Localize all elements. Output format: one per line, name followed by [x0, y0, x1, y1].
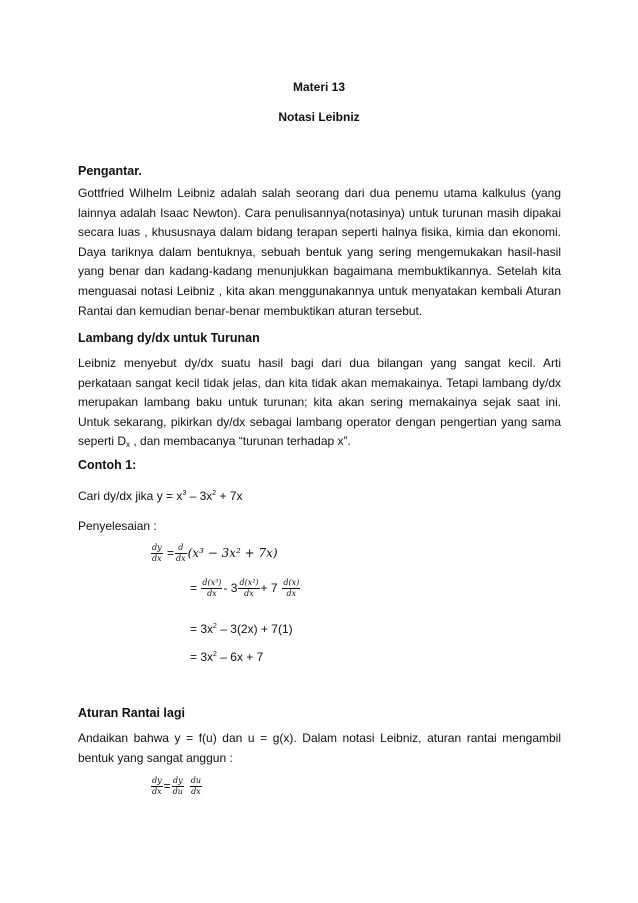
fraction-d-x: $\frac{d(x)}{dx}$ — [283, 578, 300, 598]
fraction-d-x2: $\frac{\text{d(x²)}}{dx}$ — [239, 578, 259, 598]
problem-prefix: Cari dy/dx jika y = x — [78, 489, 183, 503]
equation-step-3: = $3x^2 - 3(2x) + 7(1)$ — [190, 622, 293, 636]
example-problem — [78, 489, 243, 503]
lambang-text-after: , dan membacanya “turunan terhadap x”. — [130, 434, 351, 449]
problem-mid: – 3x — [186, 489, 213, 503]
fraction-du-dx: $\frac{du}{dx}$ — [190, 776, 202, 796]
page-title: Notasi Leibniz — [278, 110, 360, 124]
polynomial-expression: (x³ − 3x² + 7x) — [187, 546, 278, 560]
fraction-dy-dx-chain: $\frac{dy}{dx}$ — [152, 776, 162, 796]
fraction-dy-dx: $\frac{dy}{dx}$ — [152, 543, 162, 563]
solution-label: Penyelesaian : — [78, 519, 157, 533]
paragraph-pengantar: Gottfried Wilhelm Leibniz adalah salah seorang dari dua penemu utama kalkulus (yang lainnya adalah Isaac Newton). Cara penulisannya(notasinya) untuk turunan masih dipakai secara luas , khususnaya dalam bidang terapan seperti halnya fisika, kimia dan ekonomi. Daya tariknya dalam bentuknya, sebuah bentuk yang sering mengemukakan hasil-hasil yang benar dan kadang-kadang menunjukkan bagaimana membuktikannya. Setelah kita menguasai notasi Leibniz , kita akan menggunakannya untuk menyatakan kembali Aturan Rantai dan kemudian benar-benar membuktikan aturan tersebut. — [78, 186, 561, 318]
exponent-2: 2 — [212, 490, 217, 497]
lambang-text-before: Leibniz menyebut dy/dx suatu hasil bagi dari dua bilangan yang sangat kecil. Arti perkataan sangat kecil tidak jelas, dan kita tidak akan memakainya. Tetapi lambang dy/dx merupakan lambang baku untuk turunan; kita akan sering memakainya sejak saat ini. Untuk sekarang, pikirkan dy/dx sebagai lambang operator dengan pengertian yang sama seperti D — [78, 356, 561, 449]
equation-step-2: = $\frac{\text{d(x³)}}{dx}$ - 3 $\frac{\text{d(x²)}}{dx}$ + 7 $\frac{d(x)}{dx}$ — [190, 578, 300, 598]
problem-suffix: + 7x — [216, 489, 243, 503]
fraction-d-dx: $\frac{d}{dx}$ — [175, 543, 186, 563]
material-number: Materi 13 — [292, 80, 346, 94]
example-heading: Contoh 1: — [78, 458, 137, 472]
fraction-dy-du: $\frac{dy}{du}$ — [172, 776, 183, 796]
equation-step-4: = $3x^2 - 6x + 7$ — [190, 650, 264, 664]
paragraph-lambang — [78, 354, 561, 455]
section-heading-pengantar: Pengantar. — [78, 164, 142, 178]
section-heading-aturan-rantai: Aturan Rantai lagi — [78, 706, 185, 720]
fraction-d-x3: $\frac{\text{d(x³)}}{dx}$ — [202, 578, 222, 598]
equation-step-1: $\frac{dy}{dx}$ = $\frac{d}{dx}$ (x³ − 3x² + 7x) — [152, 543, 278, 563]
chain-rule-formula: $\frac{dy}{dx}$ = $\frac{dy}{du}$ $\frac{du}{dx}$ — [152, 776, 202, 796]
section-heading-lambang: Lambang dy/dx untuk Turunan — [78, 331, 260, 345]
exponent-3: 3 — [182, 490, 187, 497]
subscript-x: x — [126, 440, 131, 450]
paragraph-aturan-rantai: Andaikan bahwa y = f(u) dan u = g(x). Dalam notasi Leibniz, aturan rantai mengambil bentuk yang sangat anggun : — [78, 731, 561, 765]
